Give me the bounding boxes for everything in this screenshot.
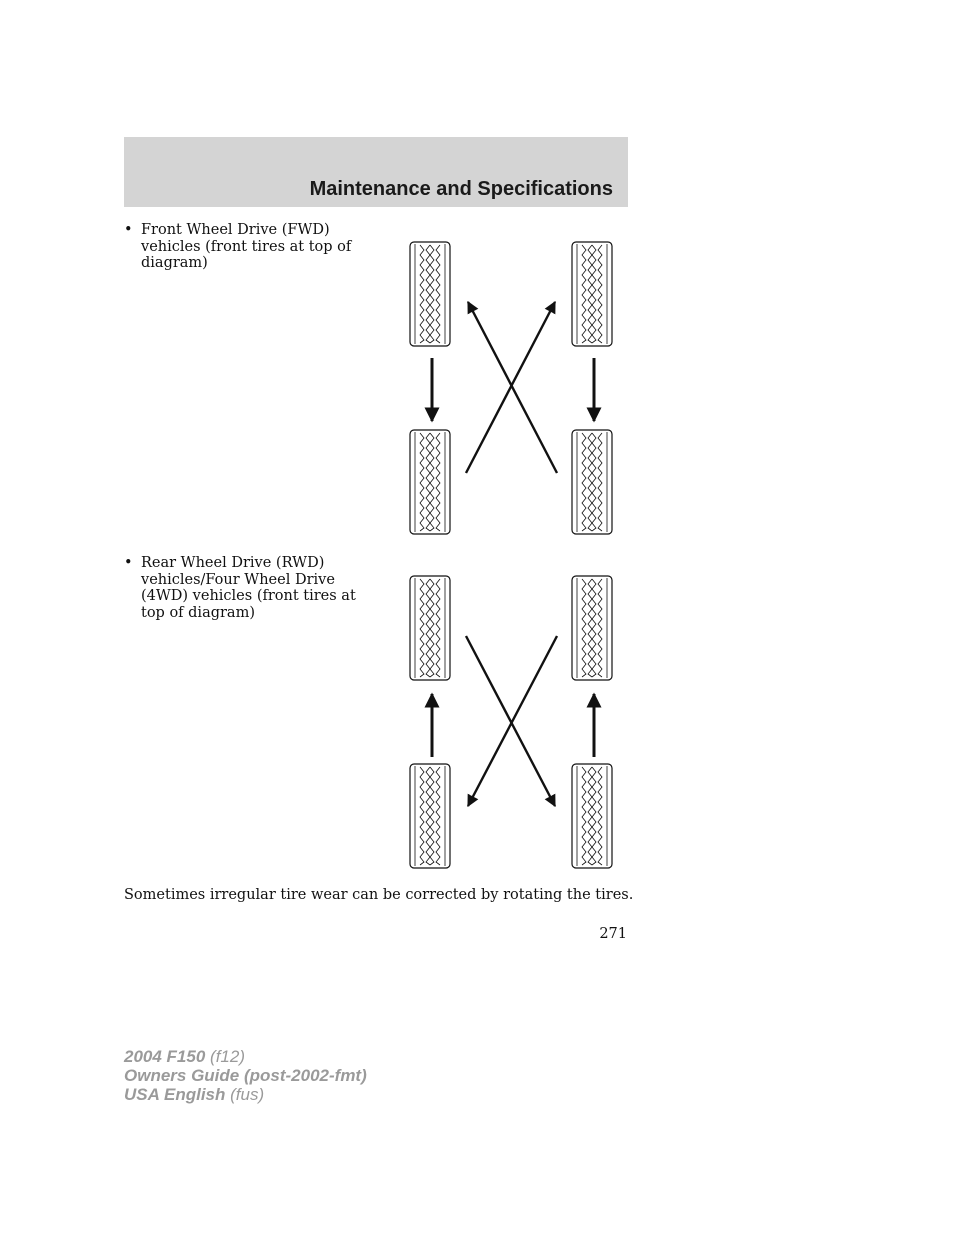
bullet-icon: • — [124, 222, 133, 238]
section-title: Maintenance and Specifications — [309, 178, 613, 200]
bullet-item-rwd-4wd — [124, 555, 379, 621]
page-number: 271 — [599, 926, 627, 942]
arrow-front-left-to-rear-right — [466, 636, 555, 806]
footer-guide: Owners Guide (post-2002-fmt) — [124, 1066, 367, 1085]
bullet-icon: • — [124, 555, 133, 571]
rwd-4wd-rotation-diagram — [405, 574, 619, 870]
tire-rear-right-icon — [572, 430, 612, 534]
body-paragraph: Sometimes irregular tire wear can be corrected by rotating the tires. — [124, 887, 634, 903]
bullet-item-fwd — [124, 222, 379, 272]
arrow-rear-right-to-front-left — [468, 302, 557, 473]
tire-front-right-icon — [572, 242, 612, 346]
tire-front-right-icon — [572, 576, 612, 680]
tire-front-left-icon — [410, 242, 450, 346]
bullet-text-fwd: Front Wheel Drive (FWD) vehicles (front tires at top of diagram) — [141, 222, 352, 271]
footer-language-code: (fus) — [230, 1085, 265, 1104]
footer-line-language — [124, 1085, 367, 1104]
footer-language: USA English — [124, 1085, 226, 1104]
arrow-rear-left-to-front-right — [466, 302, 555, 473]
tire-front-left-icon — [410, 576, 450, 680]
footer-model: 2004 F150 — [124, 1047, 206, 1066]
fwd-rotation-diagram — [405, 240, 619, 536]
section-header-band — [124, 137, 628, 207]
tire-rear-left-icon — [410, 764, 450, 868]
bullet-text-rwd-4wd: Rear Wheel Drive (RWD) vehicles/Four Wheel Drive (4WD) vehicles (front tires at top of diagram) — [141, 555, 356, 621]
document-footer — [124, 1047, 367, 1104]
footer-line-guide — [124, 1066, 367, 1085]
arrow-front-right-to-rear-left — [468, 636, 557, 806]
footer-model-code: (f12) — [210, 1047, 245, 1066]
footer-line-model — [124, 1047, 367, 1066]
tire-rear-right-icon — [572, 764, 612, 868]
tire-rear-left-icon — [410, 430, 450, 534]
